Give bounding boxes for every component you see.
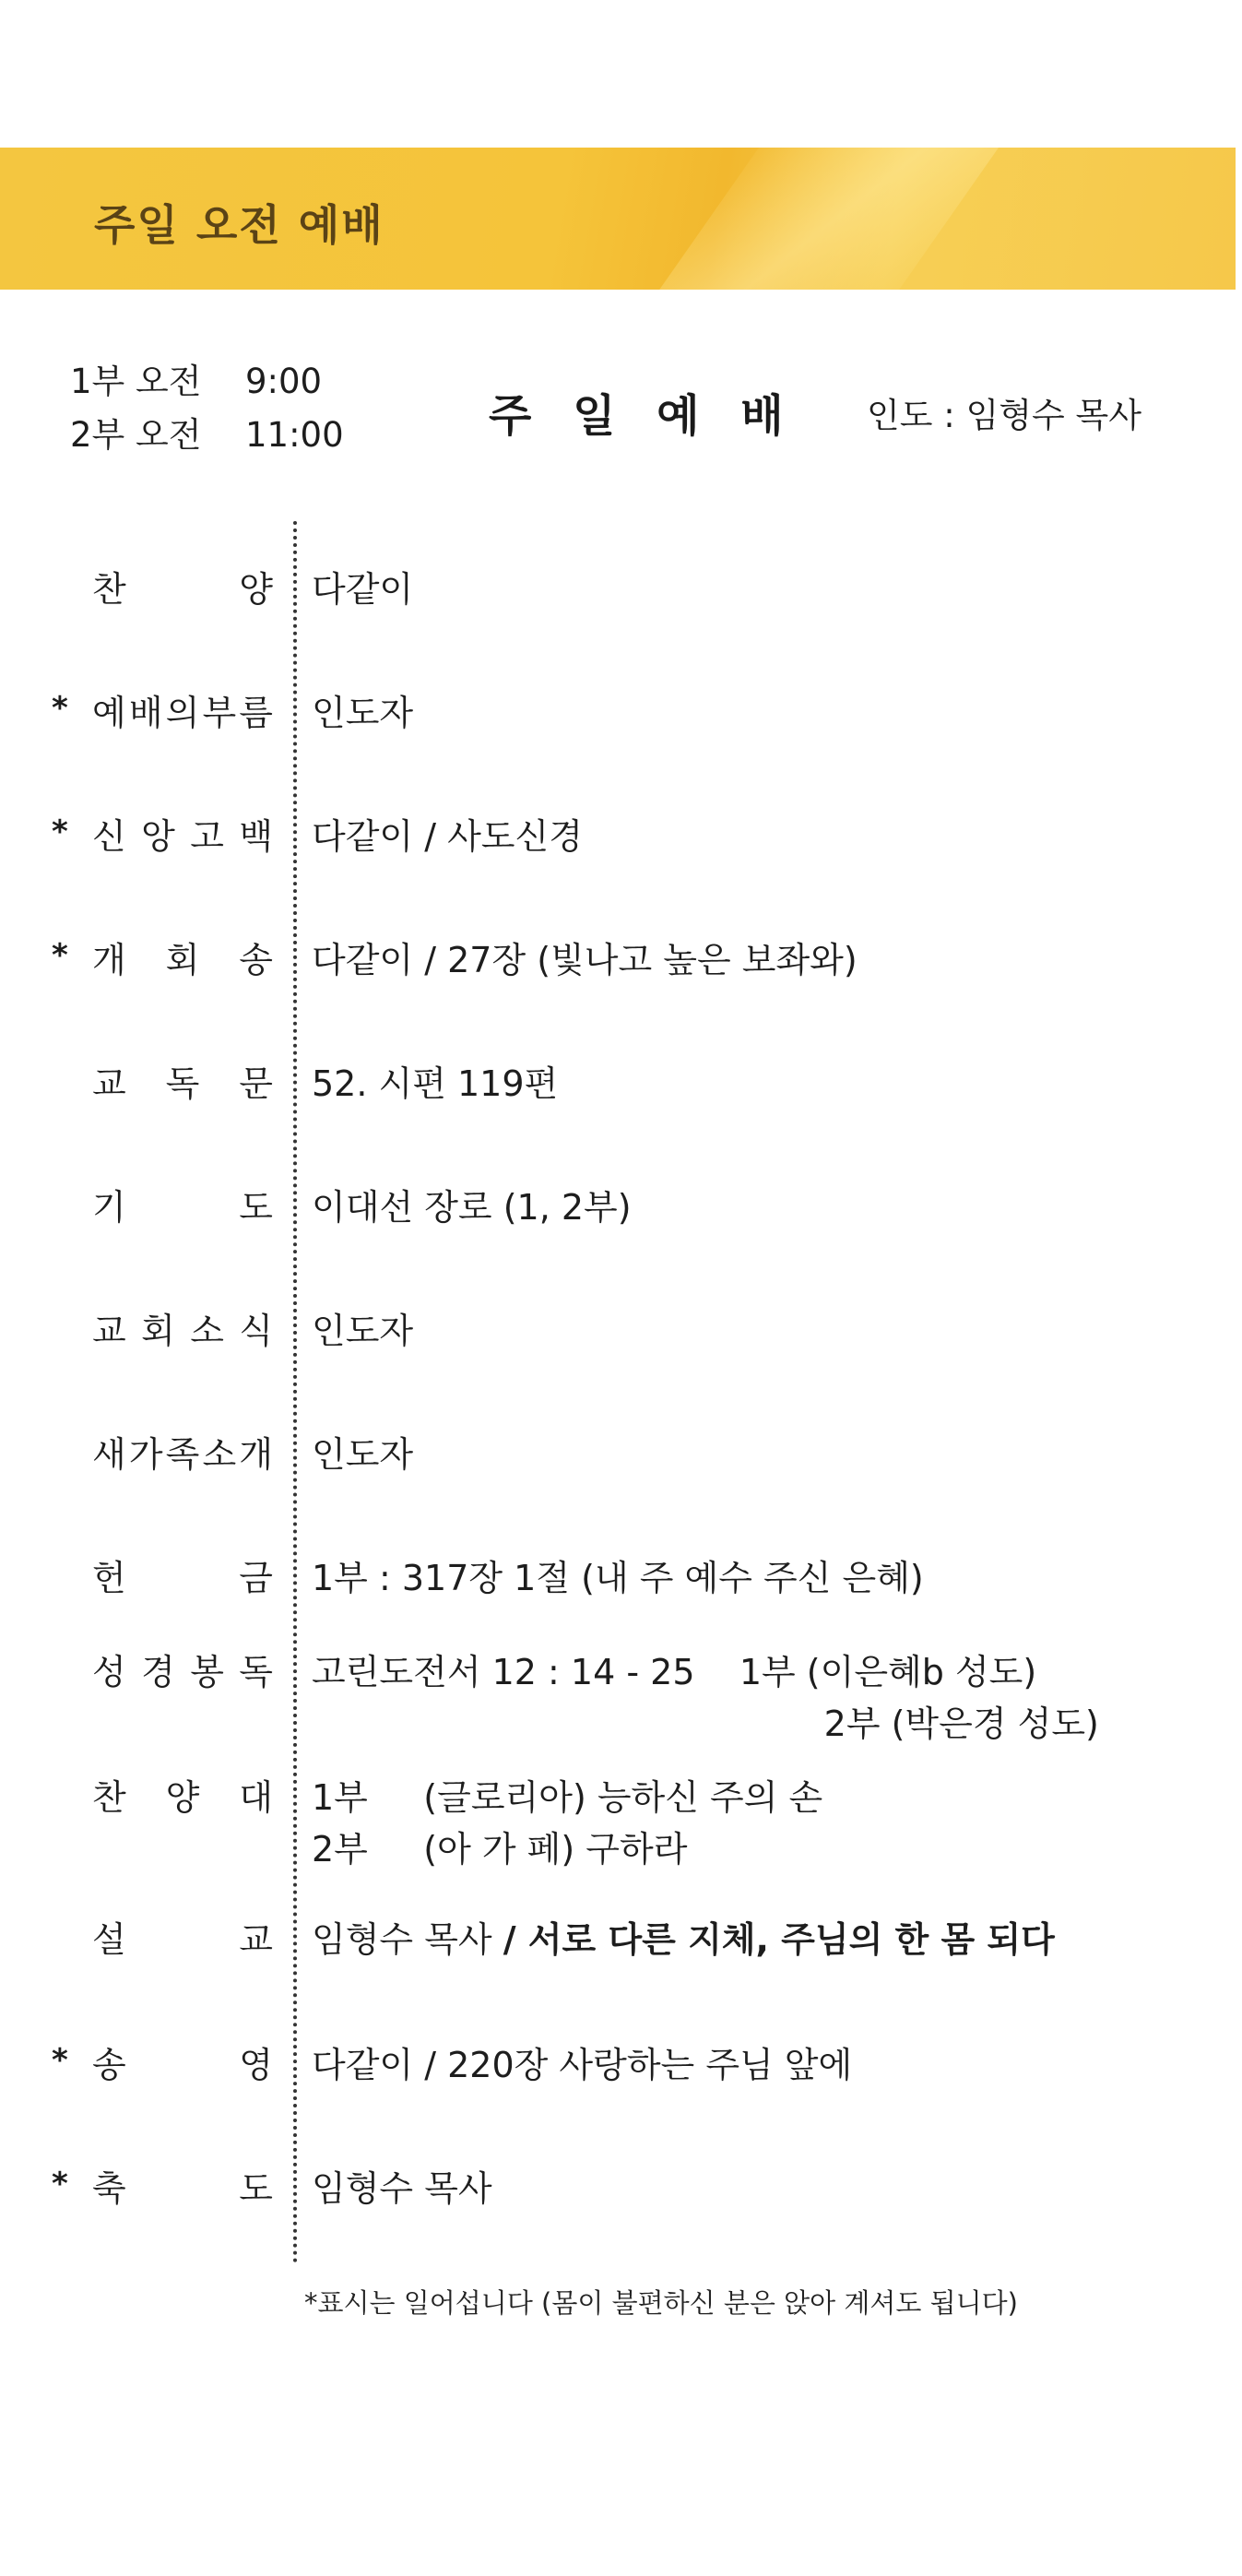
order-item-label — [92, 1179, 273, 1229]
label-char: 봉 — [190, 1652, 224, 1692]
label-char: 도 — [239, 1187, 273, 1228]
order-item-value: 1부 : 317장 1절 (내 주 예수 주신 은혜) — [312, 1558, 924, 1598]
order-item-label — [92, 1302, 273, 1353]
label-char: 축 — [92, 2168, 126, 2209]
label-char: 예 — [92, 693, 126, 733]
order-item-label — [92, 2036, 273, 2087]
order-item-value: 52. 시편 119편 — [312, 1063, 559, 1104]
service-time: 9:00 — [245, 362, 323, 401]
label-char: 기 — [92, 1187, 126, 1228]
label-char: 찬 — [92, 569, 126, 610]
label-char: 교 — [239, 1919, 273, 1960]
label-char: 헌 — [92, 1558, 126, 1598]
label-char: 찬 — [92, 1777, 126, 1818]
order-item-value: 인도자 — [312, 1434, 414, 1475]
label-char: 교 — [92, 1063, 126, 1104]
banner-decoration — [617, 148, 1024, 290]
service-time-row — [70, 409, 344, 462]
label-char: 의 — [165, 693, 200, 733]
label-char: 금 — [239, 1558, 273, 1598]
label-char: 앙 — [141, 816, 175, 857]
service-part: 1부 오전 — [70, 362, 202, 401]
label-char: 소 — [190, 1311, 224, 1351]
order-item-label — [92, 932, 273, 982]
order-item-label — [92, 1055, 273, 1106]
order-item-value-line2: 2부 (박은경 성도) — [312, 1703, 1099, 1744]
order-item-label — [92, 684, 273, 735]
label-char: 양 — [239, 569, 273, 610]
label-char: 족 — [165, 1434, 200, 1475]
order-item-label — [92, 1549, 273, 1600]
order-item-label — [92, 2160, 273, 2211]
order-item-value: 다같이 / 27장 (빛나고 높은 보좌와) — [312, 940, 858, 980]
order-item-label — [92, 808, 273, 859]
dotted-divider — [293, 521, 297, 2264]
label-char: 개 — [92, 940, 126, 980]
order-item-value: 다같이 / 220장 사랑하는 주님 앞에 — [312, 2045, 853, 2085]
section-banner — [0, 148, 1236, 290]
label-char: 회 — [165, 940, 200, 980]
order-item-value: 다같이 / 사도신경 — [312, 816, 583, 857]
label-char: 고 — [190, 816, 224, 857]
order-item-value: 임형수 목사 — [312, 2168, 492, 2209]
label-char: 새 — [92, 1434, 126, 1475]
order-item-label — [92, 561, 273, 611]
order-item-value-line2: 2부 (아 가 페) 구하라 — [312, 1829, 688, 1870]
order-item-value: 이대선 장로 (1, 2부) — [312, 1187, 632, 1228]
label-char: 회 — [141, 1311, 175, 1351]
order-item-value: 인도자 — [312, 1311, 414, 1351]
order-item-value: 고린도전서 12 : 14 - 25 1부 (이은혜b 성도) — [312, 1652, 1037, 1692]
service-title: 주 일 예 배 — [489, 390, 797, 442]
order-item-label — [92, 1426, 273, 1477]
label-char: 부 — [202, 693, 237, 733]
standing-marker: * — [52, 2166, 68, 2202]
label-char: 도 — [239, 2168, 273, 2209]
label-char: 양 — [165, 1777, 200, 1818]
label-char: 식 — [239, 1311, 273, 1351]
section-title: 주일 오전 예배 — [94, 200, 384, 250]
standing-marker: * — [52, 690, 68, 727]
standing-marker: * — [52, 2042, 68, 2079]
order-item-label — [92, 1644, 273, 1694]
service-time-row — [70, 355, 344, 409]
order-item-value: 인도자 — [312, 693, 414, 733]
order-item-value: 1부 (글로리아) 능하신 주의 손 — [312, 1777, 823, 1818]
service-leader: 인도 : 임형수 목사 — [867, 396, 1141, 435]
order-item-value — [312, 1911, 1055, 1962]
footnote: *표시는 일어섭니다 (몸이 불편하신 분은 앉아 계셔도 됩니다) — [304, 2287, 1018, 2319]
label-char: 름 — [239, 693, 273, 733]
label-char: 독 — [239, 1652, 273, 1692]
label-char: 송 — [92, 2045, 126, 2085]
label-char: 설 — [92, 1919, 126, 1960]
label-char: 배 — [128, 693, 163, 733]
order-item-label — [92, 1769, 273, 1820]
order-item-label — [92, 1911, 273, 1962]
service-part: 2부 오전 — [70, 415, 202, 455]
label-char: 성 — [92, 1652, 126, 1692]
sermon-title: / 서로 다른 지체, 주님의 한 몸 되다 — [503, 1919, 1055, 1960]
label-char: 영 — [239, 2045, 273, 2085]
label-char: 소 — [202, 1434, 237, 1475]
label-char: 문 — [239, 1063, 273, 1104]
order-item-value: 다같이 — [312, 569, 414, 610]
preacher: 임형수 목사 — [312, 1919, 503, 1960]
service-times — [70, 355, 344, 462]
label-char: 경 — [141, 1652, 175, 1692]
label-char: 송 — [239, 940, 273, 980]
label-char: 대 — [239, 1777, 273, 1818]
label-char: 개 — [239, 1434, 273, 1475]
label-char: 독 — [165, 1063, 200, 1104]
label-char: 교 — [92, 1311, 126, 1351]
standing-marker: * — [52, 937, 68, 974]
label-char: 가 — [128, 1434, 163, 1475]
label-char: 신 — [92, 816, 126, 857]
standing-marker: * — [52, 813, 68, 850]
service-time: 11:00 — [245, 415, 344, 455]
label-char: 백 — [239, 816, 273, 857]
